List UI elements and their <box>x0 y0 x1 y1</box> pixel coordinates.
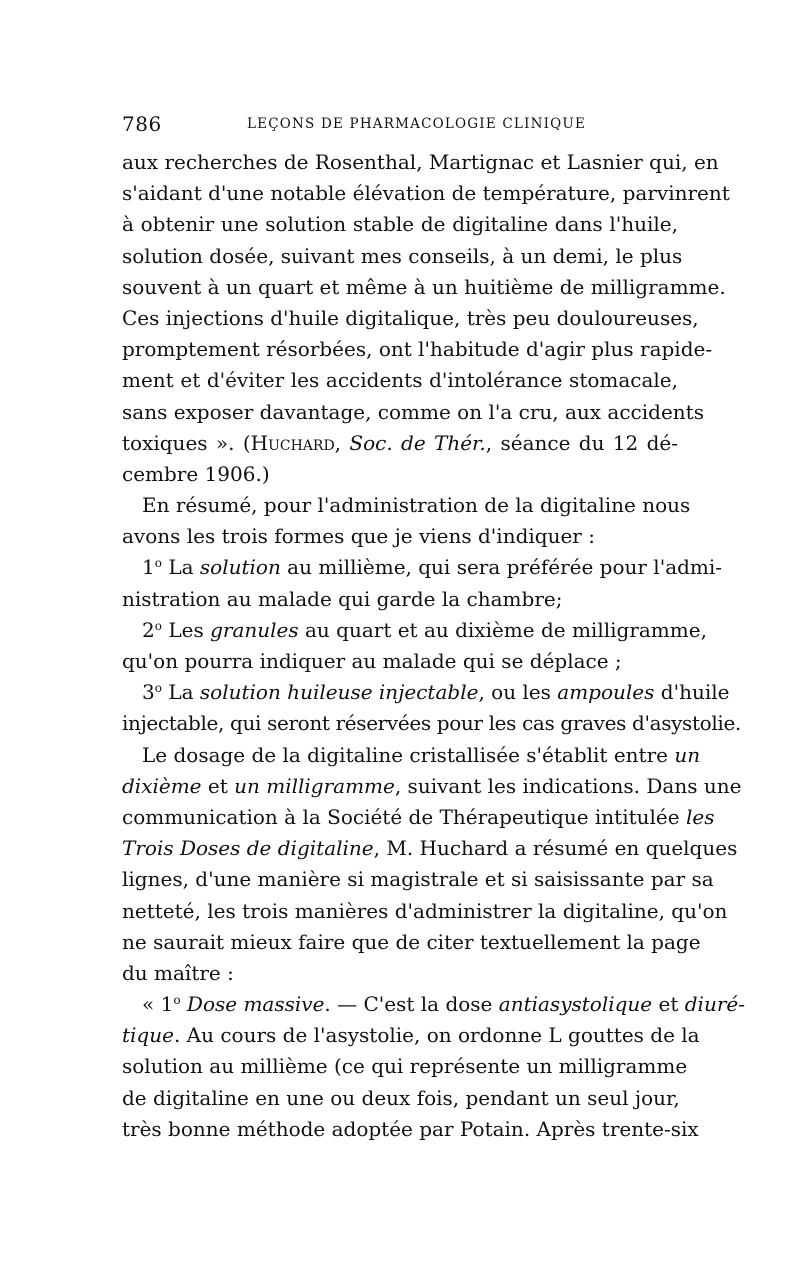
text-line <box>122 1020 700 1051</box>
text-line: Ces injections d'huile digitalique, très peu douloureuses, <box>122 305 699 330</box>
text-run: communication à la Société de Thérapeutique intitulée <box>122 804 680 829</box>
text-line: nistration au malade qui garde la chambre; <box>122 586 563 611</box>
list-number: 3 <box>142 680 155 705</box>
text-line: souvent à un quart et même à un huitième de milligramme. <box>122 274 726 299</box>
text-run: , suivant les indications. Dans une <box>394 773 742 798</box>
text-run: , séance du 12 dé- <box>485 430 678 455</box>
running-title: LEÇONS DE PHARMACOLOGIE CLINIQUE <box>247 116 587 132</box>
text-line: de digitaline en une ou deux fois, pendant un seul jour, <box>122 1085 680 1110</box>
text-line: avons les trois formes que je viens d'indiquer : <box>122 524 595 549</box>
ordinal-mark: o <box>154 618 162 633</box>
text-run: « 1 <box>142 992 174 1017</box>
emphasis: solution huileuse injectable <box>199 680 479 705</box>
text-line: promptement résorbées, ont l'habitude d'agir plus rapide- <box>122 337 713 362</box>
text-line: solution dosée, suivant mes conseils, à un demi, le plus <box>122 243 683 268</box>
text-run: d'huile <box>654 680 730 705</box>
list-item-line <box>122 615 707 646</box>
quote-start-line <box>122 989 745 1020</box>
publication-title: Trois Doses de digitaline <box>122 836 374 861</box>
text-line: cembre 1906.) <box>122 461 270 486</box>
text-line <box>122 833 738 864</box>
text-run: , ou les <box>478 680 558 705</box>
text-run: Les <box>161 617 211 642</box>
list-item-line <box>122 677 730 708</box>
text-line: netteté, les trois manières d'administrer la digitaline, qu'on <box>122 898 728 923</box>
emphasis: les <box>685 804 715 829</box>
text-line: à obtenir une solution stable de digitaline dans l'huile, <box>122 212 678 237</box>
text-run: . Au cours de l'asystolie, on ordonne L gouttes de la <box>173 1023 700 1048</box>
emphasis: un <box>674 742 701 767</box>
text-run: , M. Huchard a résumé en quelques <box>373 836 738 861</box>
text-run: . — C'est la dose <box>324 992 499 1017</box>
list-item-line <box>122 552 723 583</box>
text-run: au millième, qui sera préférée pour l'admi- <box>280 555 723 580</box>
emphasis: un milligramme <box>234 773 395 798</box>
emphasis: ampoules <box>557 680 655 705</box>
text-line: sans exposer davantage, comme on l'a cru, aux accidents <box>122 399 704 424</box>
text-line <box>122 802 715 833</box>
text-run: au quart et au dixième de milligramme, <box>298 617 707 642</box>
ordinal-mark: o <box>154 556 162 571</box>
text-run: , <box>334 430 350 455</box>
text-line: qu'on pourra indiquer au malade qui se déplace ; <box>122 649 622 673</box>
list-number: 1 <box>142 555 155 580</box>
author-name: Huchard <box>250 430 335 455</box>
paragraph-start-line: En résumé, pour l'administration de la digitaline nous <box>142 493 691 518</box>
body-text <box>122 147 745 1145</box>
text-run: et <box>652 992 685 1017</box>
text-line <box>122 428 678 459</box>
text-run: La <box>161 680 200 705</box>
ordinal-mark: o <box>154 681 162 696</box>
text-line: lignes, d'une manière si magistrale et si saisissante par sa <box>122 867 714 892</box>
emphasis: solution <box>199 555 281 580</box>
emphasis: granules <box>210 617 299 642</box>
text-line: injectable, qui seront réservées pour les cas graves d'asystolie. <box>122 711 741 736</box>
text-line: ment et d'éviter les accidents d'intolérance stomacale, <box>122 368 678 393</box>
emphasis: tique <box>122 1023 174 1048</box>
text-run: La <box>161 555 200 580</box>
page-number: 786 <box>122 112 162 136</box>
running-head <box>122 112 678 142</box>
text-line: s'aidant d'une notable élévation de température, parvinrent <box>122 181 730 206</box>
emphasis: Dose massive <box>186 992 325 1017</box>
ordinal-mark: o <box>173 993 181 1008</box>
text-run: Le dosage de la digitaline cristallisée s'établit entre <box>142 742 675 767</box>
emphasis: dixième <box>122 773 202 798</box>
citation-source: Soc. de Thér. <box>349 430 486 455</box>
text-line: aux recherches de Rosenthal, Martignac et Lasnier qui, en <box>122 150 719 174</box>
text-line: ne saurait mieux faire que de citer textuellement la page <box>122 929 701 954</box>
emphasis: antiasystolique <box>498 992 653 1017</box>
text-line: du maître : <box>122 960 234 985</box>
emphasis: diuré- <box>684 992 745 1017</box>
text-line: solution au millième (ce qui représente un milligramme <box>122 1054 688 1079</box>
text-run: et <box>201 773 235 798</box>
text-line: très bonne méthode adoptée par Potain. Après trente-six <box>122 1116 699 1141</box>
text-line <box>122 771 742 802</box>
paragraph-start-line <box>122 740 701 771</box>
list-number: 2 <box>142 617 155 642</box>
text-run: toxiques ». ( <box>122 430 251 455</box>
